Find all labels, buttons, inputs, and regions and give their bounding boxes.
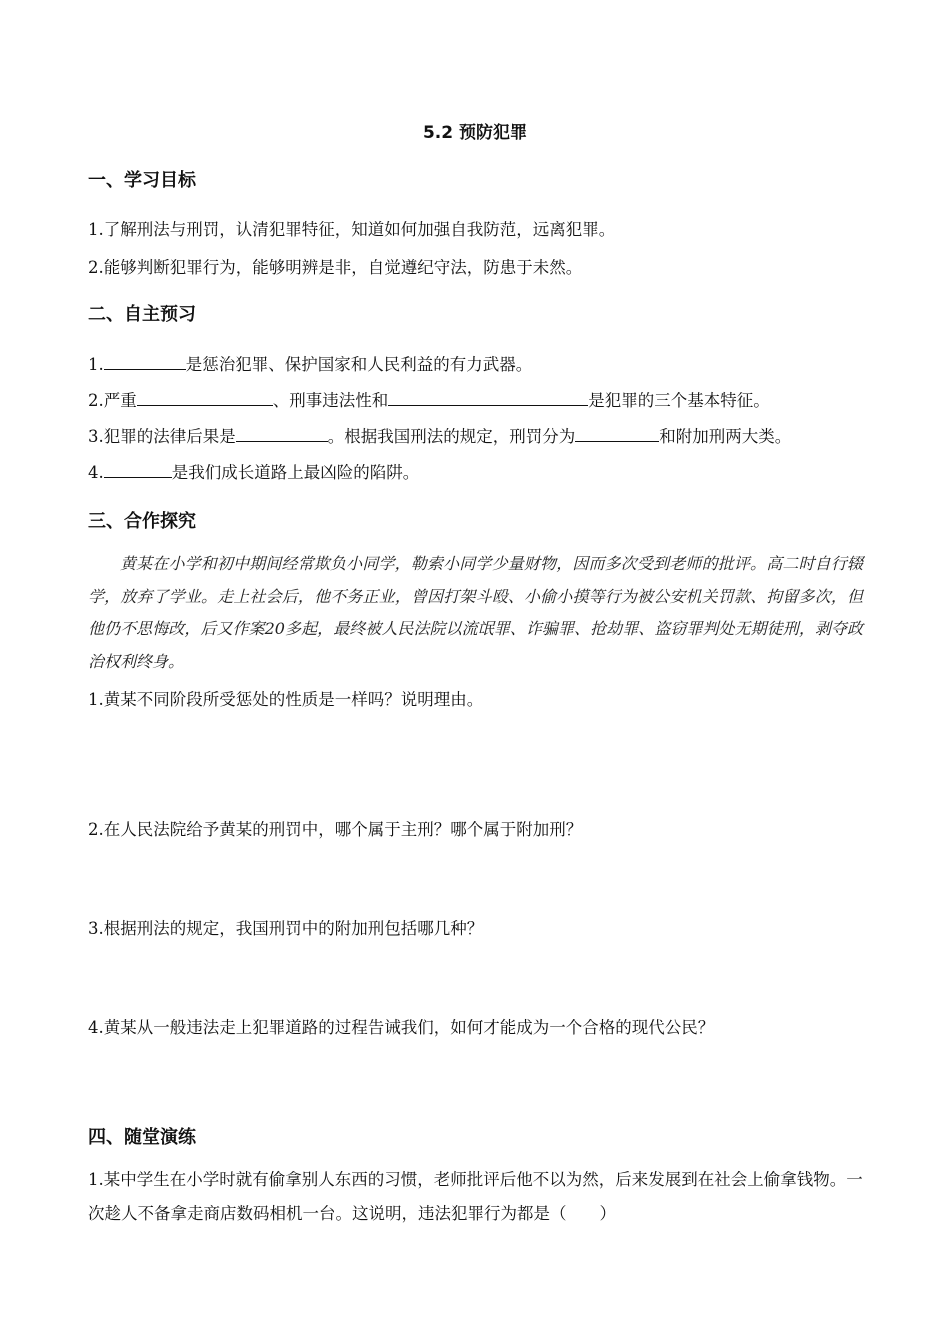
question-text: 是犯罪的三个基本特征。	[588, 391, 770, 410]
page-title: 5.2 预防犯罪	[422, 123, 528, 143]
answer-blank[interactable]	[575, 424, 659, 442]
answer-blank[interactable]	[236, 424, 328, 442]
case-passage: 黄某在小学和初中期间经常欺负小同学，勒索小同学少量财物，因而多次受到老师的批评。高二时自行辍学，放弃了学业。走上社会后，他不务正业，曾因打架斗殴、小偷小摸等行为被公安机关罚款、拘留多次，但他仍不思悔改，后又作案20多起，最终被人民法院以流氓罪、诈骗罪、抢劫罪、盗窃罪判处无期徒刑，剥夺政治权利终身。	[88, 554, 863, 671]
fill-blank-question-4	[88, 459, 419, 483]
question-text: 是我们成长道路上最凶险的陷阱。	[171, 463, 420, 482]
fill-blank-question-2	[88, 387, 770, 411]
inquiry-question: 2.在人民法院给予黄某的刑罚中，哪个属于主刑？哪个属于附加刑？	[88, 820, 583, 839]
question-text: 1.	[88, 355, 104, 374]
practice-question-1: 1.某中学生在小学时就有偷拿别人东西的习惯，老师批评后他不以为然，后来发展到在社会上偷拿钱物。一次趁人不备拿走商店数码相机一台。这说明，违法犯罪行为都是（ ）	[88, 1170, 863, 1223]
question-text: 2.严重	[88, 391, 137, 410]
question-text: 、刑事违法性和	[272, 391, 389, 410]
answer-blank[interactable]	[388, 388, 588, 406]
inquiry-question: 4.黄某从一般违法走上犯罪道路的过程告诫我们，如何才能成为一个合格的现代公民？	[88, 1018, 715, 1037]
section-heading-learning-goals: 一、学习目标	[88, 170, 196, 191]
section-heading-classroom-practice: 四、随堂演练	[88, 1127, 196, 1148]
question-text: 是惩治犯罪、保护国家和人民利益的有力武器。	[185, 355, 533, 374]
fill-blank-question-1	[88, 351, 532, 375]
section-heading-preview: 二、自主预习	[88, 304, 196, 325]
section-heading-cooperative-inquiry: 三、合作探究	[88, 511, 196, 532]
inquiry-question: 3.根据刑法的规定，我国刑罚中的附加刑包括哪几种？	[88, 919, 484, 938]
question-text: 4.	[88, 463, 104, 482]
answer-blank[interactable]	[104, 460, 172, 478]
inquiry-question: 1.黄某不同阶段所受惩处的性质是一样吗？说明理由。	[88, 690, 484, 709]
question-text: 和附加刑两大类。	[659, 427, 792, 446]
question-text: 。根据我国刑法的规定，刑罚分为	[327, 427, 576, 446]
question-text: 3.犯罪的法律后果是	[88, 427, 236, 446]
answer-blank[interactable]	[104, 352, 186, 370]
learning-goal-item: 2.能够判断犯罪行为，能够明辨是非，自觉遵纪守法，防患于未然。	[88, 258, 583, 277]
learning-goal-item: 1.了解刑法与刑罚，认清犯罪特征，知道如何加强自我防范，远离犯罪。	[88, 220, 616, 239]
answer-blank[interactable]	[137, 388, 273, 406]
fill-blank-question-3	[88, 423, 791, 447]
